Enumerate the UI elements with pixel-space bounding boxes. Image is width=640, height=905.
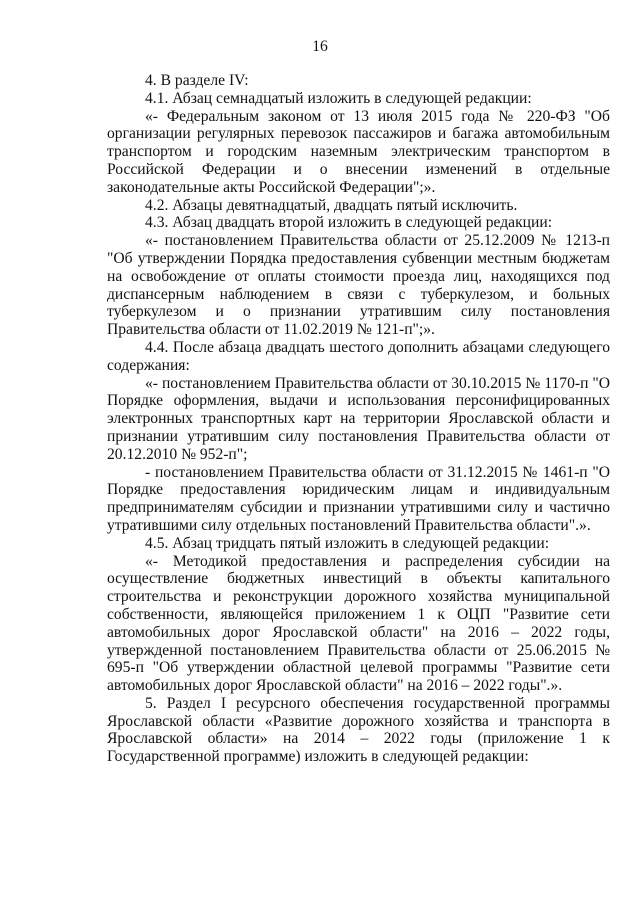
paragraph-4-4: 4.4. После абзаца двадцать шестого дополнить абзацами следующего содержания: <box>107 338 610 374</box>
paragraph-4-3: 4.3. Абзац двадцать второй изложить в следующей редакции: <box>145 214 553 232</box>
page-number: 16 <box>312 38 328 55</box>
document-body <box>107 72 610 766</box>
paragraph-4-3-text: «- постановлением Правительства области от 25.12.2009 № 1213-п "Об утверждении Порядка предоставления субвенции местным бюджетам на освобождение от оплаты стоимости проезда лиц, находящихся под диспансерным наблюдением в связи с туберкулезом, и больных туберкулезом и о признании утратившим силу постановления Правительства области от 11.02.2019 № 121-п";». <box>107 232 610 339</box>
paragraph-4-2: 4.2. Абзацы девятнадцатый, двадцать пятый исключить. <box>145 196 518 214</box>
paragraph-4-4-text-1: «- постановлением Правительства области от 30.10.2015 № 1170-п "О Порядке оформления, выдачи и использования персонифицированных электронных транспортных карт на территории Ярославской области и признании утратившим силу постановления Правительства области от 20.12.2010 № 952-п"; <box>107 374 610 463</box>
paragraph-section-5: 5. Раздел I ресурсного обеспечения государственной программы Ярославской области «Развитие дорожного хозяйства и транспорта в Ярославской области» на 2014 – 2022 годы (приложение 1 к Государственной программе) изложить в следующей редакции: <box>107 694 610 766</box>
paragraph-4-1: 4.1. Абзац семнадцатый изложить в следующей редакции: <box>145 89 532 107</box>
paragraph-section-4: 4. В разделе IV: <box>145 72 249 89</box>
paragraph-4-5-text: «- Методикой предоставления и распределения субсидии на осуществление бюджетных инвестиций в объекты капитального строительства и реконструкции дорожного хозяйства муниципальной собственности, являющейся приложением 1 к ОЦП "Развитие сети автомобильных дорог Ярославской области" на 2016 – 2022 годы, утвержденной постановлением Правительства области от 25.06.2015 № 695-п "Об утверждении областной целевой программы "Развитие сети автомобильных дорог Ярославской области" на 2016 – 2022 годы".». <box>107 552 610 695</box>
paragraph-4-1-text: «- Федеральным законом от 13 июля 2015 года № 220-ФЗ "Об организации регулярных перевозок пассажиров и багажа автомобильным транспортом и городским наземным электрическим транспортом в Российской Федерации и о внесении изменений в отдельные законодательные акты Российской Федерации";». <box>107 107 610 196</box>
paragraph-4-5: 4.5. Абзац тридцать пятый изложить в следующей редакции: <box>145 534 550 552</box>
paragraph-4-4-text-2: - постановлением Правительства области от 31.12.2015 № 1461-п "О Порядке предоставления юридическим лицам и индивидуальным предпринимателям субсидии и признании утратившими силу и частично утратившими силу отдельных постановлений Правительства области".». <box>107 463 610 534</box>
